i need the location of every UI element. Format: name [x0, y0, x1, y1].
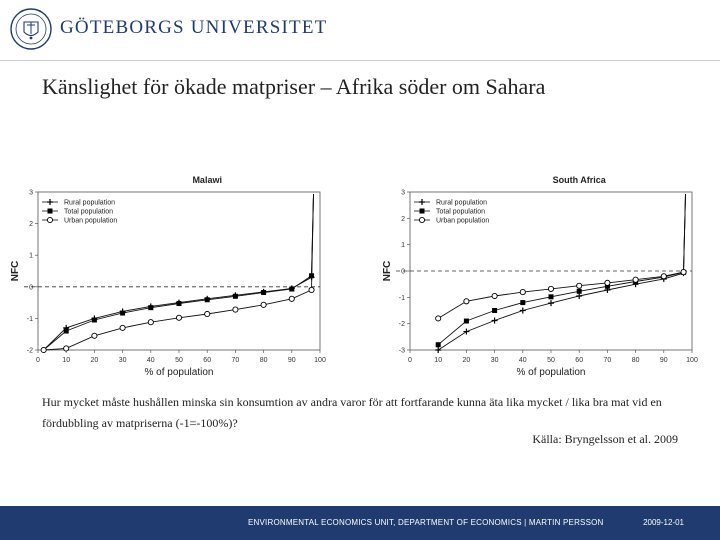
data-point [492, 318, 498, 324]
y-tick-label: 3 [401, 189, 405, 197]
y-tick-label: -3 [398, 347, 405, 355]
data-point [436, 342, 441, 347]
legend-label: Rural population [64, 199, 115, 207]
data-point [576, 293, 582, 299]
slide-title: Känslighet för ökade matpriser – Afrika söder om Sahara [42, 74, 546, 99]
legend-marker [419, 199, 425, 205]
x-tick-label: 0 [36, 357, 40, 364]
data-point [92, 333, 97, 338]
legend-marker [48, 209, 53, 214]
data-point [492, 293, 497, 298]
x-tick-label: 70 [231, 357, 240, 364]
x-tick-label: 100 [314, 357, 326, 364]
data-point [41, 347, 46, 352]
legend-marker [420, 209, 425, 214]
x-axis-label: % of population [144, 367, 214, 378]
legend-marker [47, 217, 52, 222]
data-point [309, 287, 314, 292]
x-tick-label: 30 [118, 357, 127, 364]
chart-1 [10, 175, 326, 378]
x-tick-label: 50 [175, 357, 183, 364]
data-point [520, 308, 526, 314]
header-divider [0, 60, 720, 61]
data-point [661, 274, 666, 279]
data-point [261, 290, 266, 295]
data-point [464, 299, 469, 304]
data-point [520, 300, 525, 305]
charts-area [0, 170, 720, 380]
data-point [548, 300, 554, 306]
y-tick-label: 3 [29, 189, 33, 197]
x-tick-label: 40 [518, 357, 527, 364]
data-point [464, 319, 469, 324]
x-tick-label: 10 [62, 357, 71, 364]
plot-frame [38, 192, 320, 350]
data-point [92, 317, 97, 322]
data-point [463, 329, 469, 335]
data-point [148, 305, 153, 310]
header [0, 0, 720, 60]
x-tick-label: 20 [462, 357, 471, 364]
legend-label: Total population [436, 208, 486, 216]
footer-date: 2009-12-01 [643, 518, 684, 527]
chart-title: Malawi [192, 175, 222, 185]
data-point [205, 311, 210, 316]
source-citation: Källa: Bryngelsson et al. 2009 [532, 432, 678, 446]
x-tick-label: 80 [631, 357, 640, 364]
data-point [233, 307, 238, 312]
x-tick-label: 90 [659, 357, 668, 364]
x-tick-label: 40 [146, 357, 155, 364]
data-point [520, 289, 525, 294]
chart-title: South Africa [552, 175, 606, 185]
data-point [64, 346, 69, 351]
legend-marker [47, 199, 53, 205]
data-point [289, 296, 294, 301]
data-point [233, 294, 238, 299]
x-tick-label: 80 [259, 357, 268, 364]
university-name: GÖTEBORGS UNIVERSITET [60, 17, 328, 38]
data-point [548, 286, 553, 291]
data-point [436, 316, 441, 321]
chart-2 [382, 175, 698, 378]
y-tick-label: 1 [401, 242, 405, 250]
legend [42, 199, 117, 225]
x-tick-label: 50 [547, 357, 555, 364]
x-tick-label: 100 [686, 357, 698, 364]
x-tick-label: 0 [408, 357, 412, 364]
y-axis-label: NFC [10, 260, 21, 282]
legend-label: Urban population [64, 217, 118, 225]
y-tick-label: 2 [29, 221, 33, 229]
data-point [492, 308, 497, 313]
x-tick-label: 30 [490, 357, 499, 364]
x-axis-label: % of population [516, 367, 586, 378]
x-tick-label: 90 [287, 357, 296, 364]
data-point [681, 269, 686, 274]
footer-bar [0, 506, 720, 540]
legend-label: Urban population [436, 217, 490, 225]
data-point [577, 289, 582, 294]
y-tick-label: -1 [398, 294, 405, 302]
y-tick-label: 0 [29, 284, 33, 292]
data-point [120, 325, 125, 330]
data-point [64, 329, 69, 334]
legend-marker [419, 217, 424, 222]
slide-caption: Hur mycket måste hushållen minska sin konsumtion av andra varor för att fortfarande kunna äta lika mycket / lika bra mat vid en fördubbling av matpriserna (-1=-100%)? [42, 395, 662, 430]
university-seal-icon [10, 8, 52, 50]
legend [414, 199, 489, 225]
y-tick-label: -2 [398, 321, 405, 329]
y-tick-label: 2 [401, 215, 405, 223]
data-point [176, 315, 181, 320]
y-tick-label: 1 [29, 252, 33, 260]
data-point [177, 301, 182, 306]
data-point [435, 347, 441, 353]
data-point [605, 280, 610, 285]
data-point [120, 311, 125, 316]
data-point [549, 294, 554, 299]
x-tick-label: 10 [434, 357, 443, 364]
charts-svg [0, 170, 720, 380]
x-tick-label: 60 [203, 357, 212, 364]
x-tick-label: 70 [603, 357, 612, 364]
x-tick-label: 20 [90, 357, 99, 364]
footer-text: ENVIRONMENTAL ECONOMICS UNIT, DEPARTMENT OF ECONOMICS | MARTIN PERSSON [248, 518, 604, 527]
data-point [633, 277, 638, 282]
data-point [205, 297, 210, 302]
legend-label: Total population [64, 208, 114, 216]
data-point [148, 320, 153, 325]
data-point [261, 302, 266, 307]
data-point [289, 287, 294, 292]
y-axis-label: NFC [382, 260, 393, 282]
x-tick-label: 60 [575, 357, 584, 364]
y-tick-label: 0 [401, 268, 405, 276]
legend-label: Rural population [436, 199, 487, 207]
y-tick-label: -2 [26, 347, 33, 355]
data-point [577, 283, 582, 288]
y-tick-label: -1 [26, 315, 33, 323]
